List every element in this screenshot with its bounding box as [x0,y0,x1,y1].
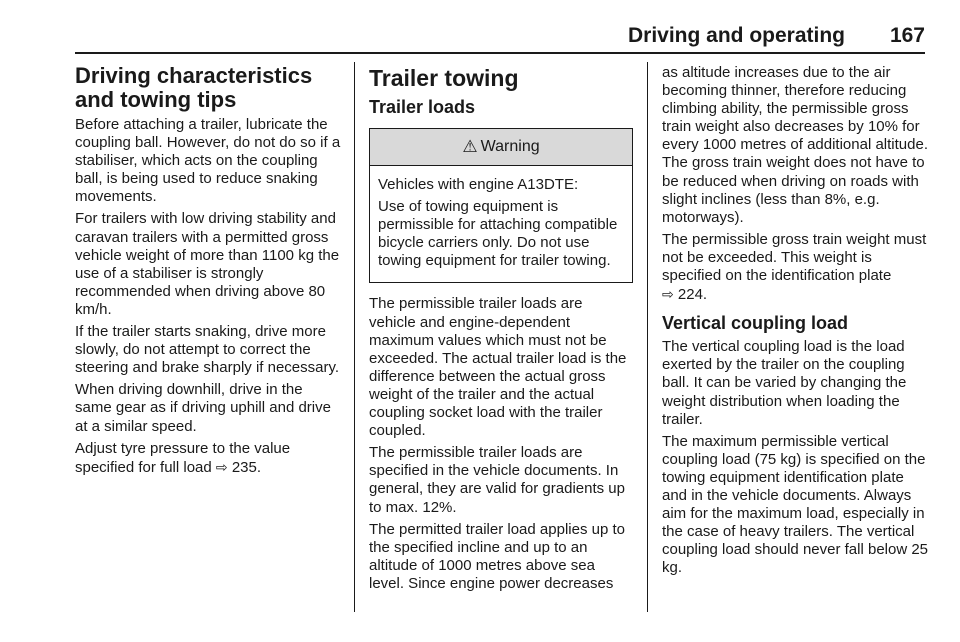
paragraph: as altitude increases due to the air becoming thinner, therefore reducing climbing ability, the permissible gross train weight also decreases by 10% for every 1000 metres of additional altitude. The gross train weight does not have to be reduced when driving on roads with slight inclines (less than 8%, e.g. motorways). [662,64,928,226]
paragraph: The maximum permissible vertical coupling load (75 kg) is specified on the towing equipment identification plate and in the vehicle documents. Always aim for the maximum load, especially in the case of heavy trailers. The vertical coupling load should never fall below 25 kg. [662,432,929,577]
paragraph: Before attaching a trailer, lubricate the coupling ball. However, do not do so if a stabiliser, which acts on the coupling ball, is being used to reduce snaking movements. [75,116,341,206]
warning-line: Use of towing equipment is permissible for attaching compatible bicycle carriers only. Do not use towing equipment for trailer towing. [378,198,618,270]
column-2 [369,64,633,597]
column-divider-1 [354,62,355,612]
paragraph-identification-plate [662,231,928,304]
page-ref-arrow-icon: ⇨ [215,458,228,475]
heading-driving-characteristics: Driving characteristics and towing tips [75,63,313,112]
paragraph: If the trailer starts snaking, drive more slowly, do not attempt to correct the steering and brake sharply if necessary. [75,323,340,377]
warning-line: Vehicles with engine A13DTE: [378,176,579,193]
paragraph-text: The permissible gross train weight must not be exceeded. This weight is specified on the identification plate [662,230,927,285]
warning-header [370,129,632,166]
column-1 [75,64,343,481]
page-header [75,22,925,54]
paragraph: The vertical coupling load is the load exerted by the trailer on the coupling ball. It can be varied by changing the weight distribution when loading the trailer. [662,338,907,428]
heading-trailer-towing: Trailer towing [369,65,519,91]
paragraph: When driving downhill, drive in the same gear as if driving uphill and drive at a similar speed. [75,381,331,435]
paragraph: The permitted trailer load applies up to the specified incline and up to an altitude of 1000 metres above sea level. Since engine power decreases [369,520,625,592]
paragraph: For trailers with low driving stability and caravan trailers with a permitted gross vehicle weight of more than 1100 kg the use of a stabiliser is strongly recommended when driving above 80 km/h. [75,210,340,318]
warning-body [370,166,632,282]
paragraph-tyre-pressure [75,440,343,477]
warning-box [369,128,633,283]
subheading-vertical-coupling-load: Vertical coupling load [662,313,849,334]
warning-triangle-icon: ⚠ [462,136,478,156]
page-ref-link[interactable]: 224. [677,286,708,304]
paragraph-text: Adjust tyre pressure to the value specified for full load [75,439,291,476]
column-3 [662,64,928,581]
page-ref-link[interactable]: 235. [231,458,262,476]
paragraph: The permissible trailer loads are vehicle and engine-dependent maximum values which must not be exceeded. The actual trailer load is the difference between the actual gross weight of the trailer and the actual coupling socket load with the trailer coupled. [369,295,627,440]
warning-label: Warning [480,137,540,155]
subheading-trailer-loads: Trailer loads [369,97,476,117]
section-title: Driving and operating [627,24,845,47]
column-divider-2 [647,62,648,612]
page-ref-arrow-icon: ⇨ [662,286,674,303]
page-number: 167 [889,24,925,47]
paragraph: The permissible trailer loads are specified in the vehicle documents. In general, they are valid for gradients up to max. 12%. [369,444,625,516]
